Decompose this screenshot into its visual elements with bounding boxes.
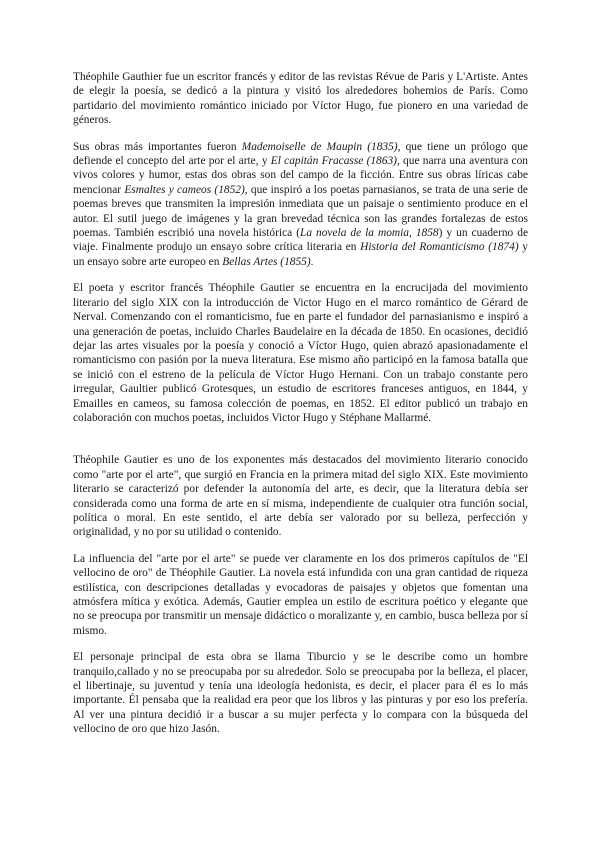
book-title: La novela de la momia, 1858 (300, 227, 439, 240)
paragraph-text: Sus obras más importantes fueron (73, 140, 242, 153)
paragraph-text: Théophile Gautier es uno de los exponentes más destacados del movimiento literario conocido como "arte por el arte", que surgió en Francia en la primera mitad del siglo XIX. Este movimiento literario se caracterizó por defender la autonomía del arte, es decir, que la literatura debía ser considerada como una forma de arte en sí misma, independiente de cualquier otra función social, política o moral. En este sentido, el arte debía ser valorado por su belleza, perfección y originalidad, y no por su utilidad o contenido. (73, 454, 528, 539)
paragraph-1 (73, 70, 528, 128)
paragraph-text: , que narra una aventura con vivos colores y humor, estas dos obras son del campo de la ficción. Entre sus obras líricas cabe mencionar (73, 155, 528, 196)
book-title: Historia del Romanticismo (1874) (360, 241, 519, 254)
paragraph-text: El personaje principal de esta obra se llama Tiburcio y se le describe como un hombre tranquilo,callado y no se preocupaba por su alrededor. Solo se preocupaba por la belleza, el placer, el libertinaje, su juventud y tenía una ideología hedonista, es decir, el placer para él es lo más importante. Él pensaba que la realidad era peor que los libros y las pinturas y por eso los prefería. Al ver una pintura decidió ir a buscar a su mujer perfecta y lo compara con la búsqueda del vellocino de oro que hizo Jasón. (73, 651, 528, 736)
paragraph-5 (73, 552, 528, 638)
paragraph-text: . (310, 255, 314, 268)
paragraph-4 (73, 453, 528, 539)
paragraph-text: Théophile Gauthier fue un escritor francés y editor de las revistas Révue de Paris y L'Artiste. Antes de elegir la poesía, se dedicó a la pintura y visitó los alrededores bohemios de París. Como partidario del movimiento romántico iniciado por Víctor Hugo, fue pionero en una variedad de géneros. (73, 71, 528, 127)
paragraph-2 (73, 140, 528, 270)
paragraph-text: y un ensayo sobre arte europeo en (73, 241, 528, 268)
paragraph-text: , que inspiró a los poetas parnasianos, se trata de una serie de poemas breves que transmiten la impresión inmediata que un paisaje o sentimiento produce en el autor. El sutil juego de imágenes y la gran brevedad técnica son las grandes fortalezas de estos poemas. También escribió una novela histórica ( (73, 183, 528, 240)
paragraph-text: El poeta y escritor francés Théophile Gautier se encuentra en la encrucijada del movimiento literario del siglo XIX con la introducción de Victor Hugo en el marco romántico de Gérard de Nerval. Comenzando con el romanticismo, fue en parte el fundador del parnasianismo e inspiró a una generación de poetas, incluido Charles Baudelaire en la década de 1850. En ocasiones, decidió dejar las artes visuales por la poesía y conoció a Víctor Hugo, quien abrazó apasionadamente el romanticismo con pasión por la nueva literatura. Ese mismo año participó en la famosa batalla que se inició con el estreno de la película de Víctor Hugo Hernani. Con un trabajo constante pero irregular, Gaultier publicó Grotesques, un estudio de escritores franceses antiguos, en 1844, y Emailles en cameos, su famosa colección de poemas, en 1852. El editor publicó un trabajo en colaboración con muchos poetas, incluidos Victor Hugo y Stéphane Mallarmé. (73, 282, 528, 424)
book-title: Bellas Artes (1855) (222, 255, 311, 268)
paragraph-text: , que tiene un prólogo que defiende el concepto del arte por el arte, y (73, 140, 528, 168)
book-title: Esmaltes y cameos (1852) (124, 183, 245, 196)
book-title: El capitán Fracasse (1863) (270, 155, 397, 168)
paragraph-6 (73, 650, 528, 736)
paragraph-text: La influencia del "arte por el arte" se puede ver claramente en los dos primeros capítulos de "El vellocino de oro" de Théophile Gautier. La novela está infundida con una gran cantidad de riqueza estilística, con descripciones detalladas y evocadoras de paisajes y objetos que fomentan una atmósfera mítica y exótica. Además, Gautier emplea un estilo de escritura poético y elegante que no se preocupa por transmitir un mensaje didáctico o moralizante y, en cambio, busca belleza por sí mismo. (73, 552, 528, 637)
paragraph-3 (73, 281, 528, 425)
document-body (73, 70, 528, 737)
book-title: Mademoiselle de Maupin (1835) (241, 140, 398, 153)
paragraph-text: ) y un cuaderno de viaje. Finalmente produjo un ensayo sobre crítica literaria en (73, 227, 529, 254)
